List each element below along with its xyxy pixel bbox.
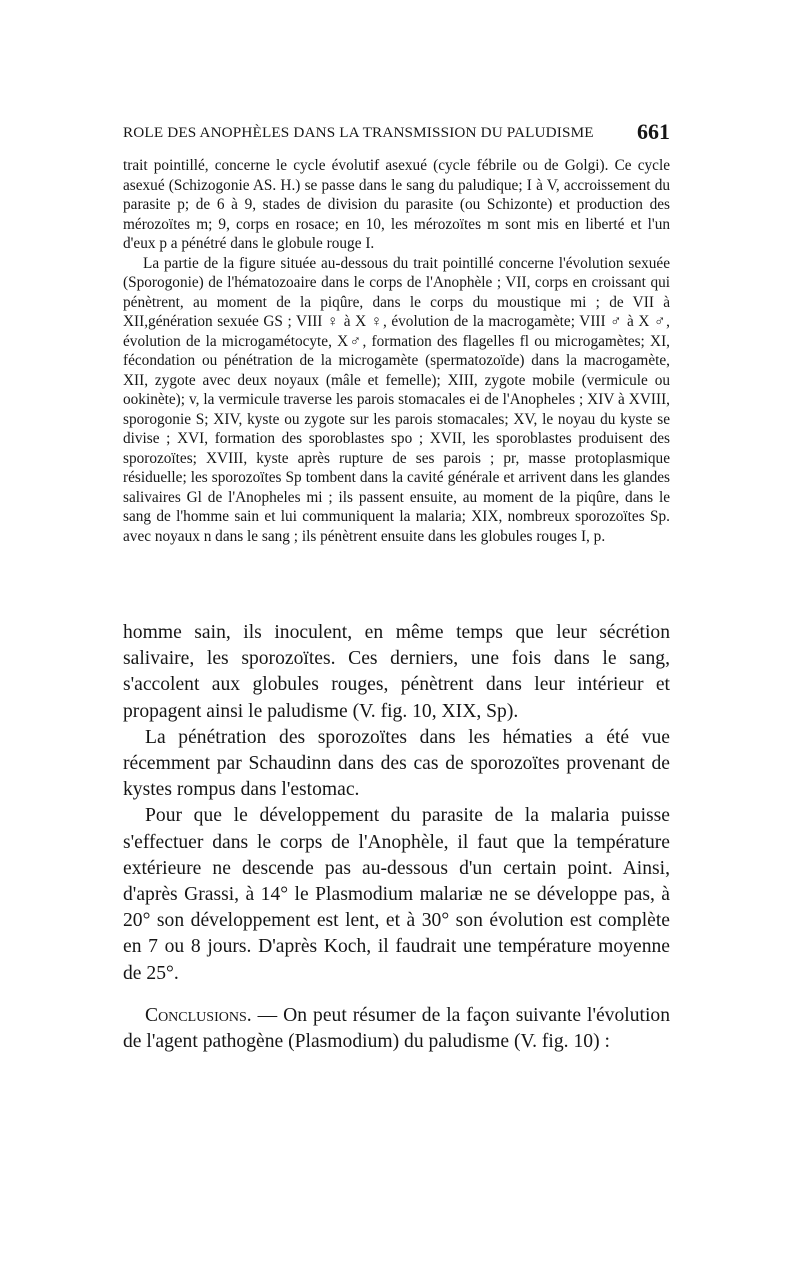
running-head [123,119,670,145]
legend-paragraph-asexual: trait pointillé, concerne le cycle évolutif asexué (cycle fébrile ou de Golgi). Ce cycle asexué (Schizogonie AS. H.) se passe dans le sang du paludique; I à V, accroissement du parasite p; de 6 à 9, stades de division du parasite (ou Schizonte) et production des mérozoïtes m; 9, corps en rosace; en 10, les mérozoïtes m sont mis en liberté et l'un d'eux p a pénétré dans le globule rouge I. [123,157,670,252]
body-paragraph-schaudinn: La pénétration des sporozoïtes dans les hématies a été vue récemment par Schaudinn dans des cas de sporozoïtes provenant de kystes rompus dans l'estomac. [123,726,670,801]
body-paragraph-inoculation: homme sain, ils inoculent, en même temps que leur sécrétion salivaire, les sporozoïtes. Ces derniers, une fois dans le sang, s'accolent aux globules rouges, pénètrent dans leur intérieur et propagent ainsi le paludisme (V. fig. 10, XIX, Sp). [123,622,670,722]
legend-paragraph-sexual: La partie de la figure située au-dessous du trait pointillé concerne l'évolution sexuée (Sporogonie) de l'hématozoaire dans le corps de l'Anophèle ; VII, corps en croissant qui pénètrent, au moment de la piqûre, dans le corps du moustique mi ; de VII à XII,génération sexuée GS ; VIII ♀ à X ♀, évolution de la macrogamète; VIII ♂ à X ♂, évolution de la microgamétocyte, X♂, formation des flagelles fl ou microgamètes; XI, fécondation ou pénétration de la microgamète (spermatozoïde) dans la macrogamète, XII, zygote avec deux noyaux (mâle et femelle); XIII, zygote mobile (vermicule ou ookinète); v, la vermicule traverse les parois stomacales ei de l'Anopheles ; XIV à XVIII, sporogonie S; XIV, kyste ou zygote sur les parois stomacales; XV, le noyau du kyste se divise ; XVI, formation des sporoblastes spo ; XVII, les sporoblastes produisent des sporozoïtes; XVIII, kyste après rupture de ses parois ; pr, masse protoplasmique résiduelle; les sporozoïtes Sp tombent dans la cavité générale et arrivent dans les glandes salivaires Gl de l'Anopheles mi ; ils passent ensuite, au moment de la piqûre, dans le sang de l'homme sain et lui communiquent la malaria; XIX, nombreux sporozoïtes Sp. avec noyaux n dans le sang ; ils pénètrent ensuite dans les globules rouges I, p. [123,254,670,545]
body-paragraph-conclusions [123,1003,670,1055]
figure-legend [123,156,670,546]
conclusions-heading: Conclusions. [145,1004,252,1026]
page-number: 661 [637,119,670,144]
body-text [123,620,670,1055]
body-paragraph-temperature: Pour que le développement du parasite de la malaria puisse s'effectuer dans le corps de l'Anophèle, il faut que la température extérieure ne descende pas au-dessous d'un certain point. Ainsi, d'après Grassi, à 14° le Plasmodium malariæ ne se développe pas, à 20° son développement est lent, et à 30° son évolution est complète en 7 ou 8 jours. D'après Koch, il faudrait une température moyenne de 25°. [123,805,670,984]
running-head-title: ROLE DES ANOPHÈLES DANS LA TRANSMISSION DU PALUDISME [123,124,594,141]
conclusions-text: — On peut résumer de la façon suivante l'évolution de l'agent pathogène (Plasmodium) du paludisme (V. fig. 10) : [123,1004,670,1053]
